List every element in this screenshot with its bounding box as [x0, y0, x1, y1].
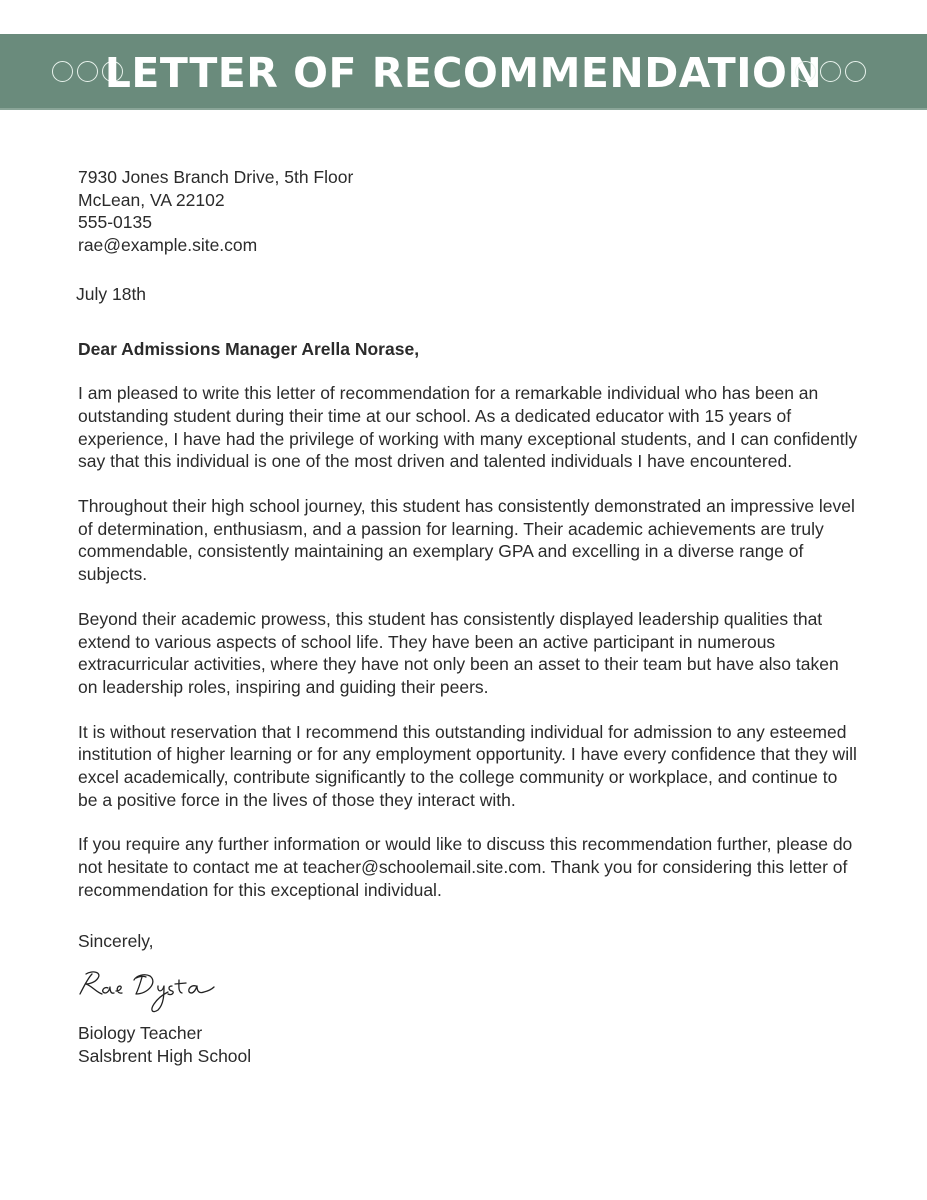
- paragraph-2: Throughout their high school journey, this student has consistently demonstrated an impressive level of determination, enthusiasm, and a passion for learning. Their academic achievements are truly commendable, consistently maintaining an exemplary GPA and excelling in a diverse range of subjects.: [78, 496, 855, 585]
- signer-title: Biology Teacher: [78, 1023, 203, 1044]
- paragraph-3: Beyond their academic prowess, this student has consistently displayed leadership qualities that extend to various aspects of school life. They have been an active participant in numerous extracurricular activities, where they have not only been an asset to their team but have also taken on leadership roles, inspiring and guiding their peers.: [78, 608, 839, 697]
- page-title: LETTER OF RECOMMENDATION: [104, 49, 823, 97]
- paragraph-5: If you require any further information or would like to discuss this recommendation further, please do not hesitate to contact me at teacher@schoolemail.site.com. Thank you for considering this letter of recommendation for this exceptional individual.: [78, 834, 853, 900]
- paragraph-1: I am pleased to write this letter of recommendation for a remarkable individual who has been an outstanding student during their time at our school. As a dedicated educator with 15 years of experience, I have had the privilege of working with many exceptional students, and I can confidently say that this individual is one of the most driven and talented individuals I have encountered.: [78, 383, 858, 472]
- circle-icon: [820, 61, 841, 82]
- closing: Sincerely,: [78, 930, 154, 951]
- letter-body: [78, 166, 858, 1068]
- address-line-1: 7930 Jones Branch Drive, 5th Floor: [78, 167, 354, 187]
- decorative-circles-right: [795, 61, 866, 82]
- paragraph-4: It is without reservation that I recommend this outstanding individual for admission to any esteemed institution of higher learning or for any employment opportunity. I have every confidence that they will excel academically, contribute significantly to the college community or workplace, and continue to be a positive force in the lives of those they interact with.: [78, 721, 857, 810]
- circle-icon: [795, 61, 816, 82]
- sender-phone: 555-0135: [78, 212, 152, 233]
- header-banner: [0, 34, 927, 110]
- circle-icon: [845, 61, 866, 82]
- salutation: Dear Admissions Manager Arella Norase,: [78, 338, 420, 359]
- signer-info: [78, 1022, 858, 1067]
- letter-date: July 18th: [76, 283, 147, 304]
- sender-address: [78, 166, 858, 257]
- signer-organization: Salsbrent High School: [78, 1045, 252, 1066]
- signature-image: [78, 964, 218, 1022]
- sender-email: rae@example.site.com: [78, 235, 258, 256]
- signature: [78, 964, 858, 1022]
- address-line-2: McLean, VA 22102: [78, 189, 225, 210]
